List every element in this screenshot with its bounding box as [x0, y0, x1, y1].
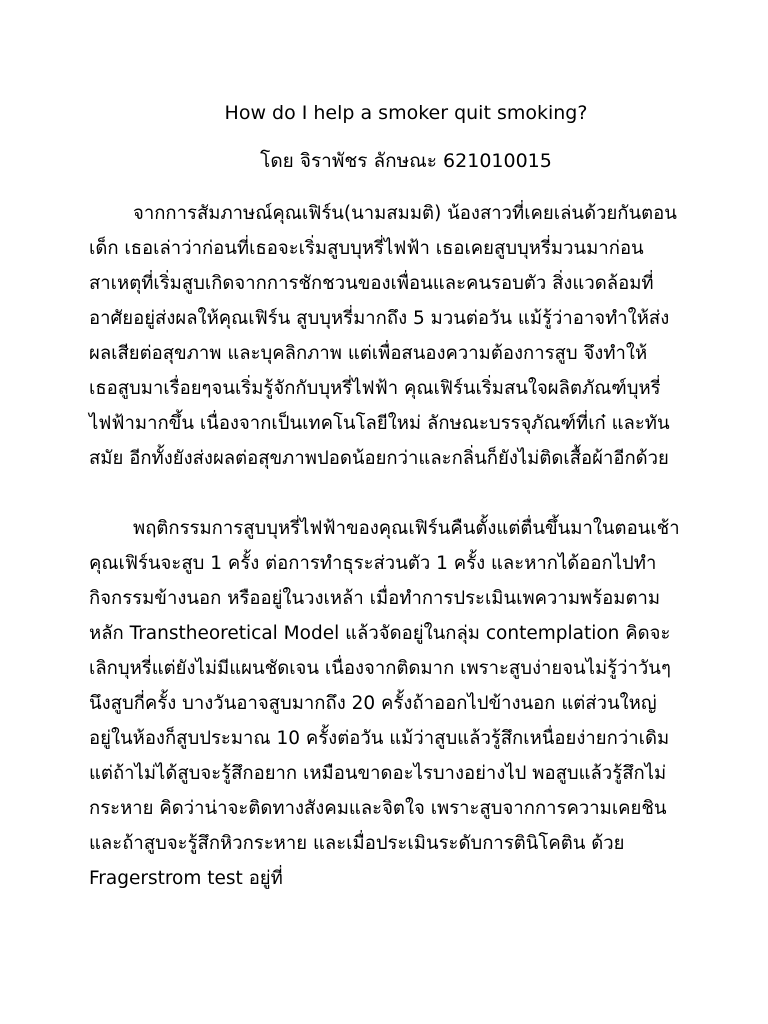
- paragraph-line: นึงสูบกี่ครั้ง บางวันอาจสูบมากถึง 20 ครั้งถ้าออกไปข้างนอก แต่ส่วนใหญ่: [89, 693, 657, 714]
- paragraph-line: ไฟฟ้ามากขึ้น เนื่องจากเป็นเทคโนโลยีใหม่ ลักษณะบรรจุภัณฑ์ที่เก๋ และทัน: [89, 413, 670, 434]
- paragraph-line: เธอสูบมาเรื่อยๆจนเริ่มรู้จักกับบุหรี่ไฟฟ้า คุณเฟิร์นเริ่มสนใจผลิตภัณฑ์บุหรี่: [89, 378, 661, 399]
- paragraph-line: สมัย อีกทั้งยังส่งผลต่อสุขภาพปอดน้อยกว่าและกลิ่นก็ยังไม่ติดเสื้อผ้าอีกด้วย: [89, 448, 669, 469]
- paragraph-line: หลัก Transtheoretical Model แล้วจัดอยู่ในกลุ่ม contemplation คิดจะ: [89, 623, 671, 644]
- paragraph-line: คุณเฟิร์นจะสูบ 1 ครั้ง ต่อการทำธุระส่วนตัว 1 ครั้ง และหากได้ออกไปทำ: [89, 553, 657, 574]
- paragraph-line: สาเหตุที่เริ่มสูบเกิดจากการชักชวนของเพื่อนและคนรอบตัว สิ่งแวดล้อมที่: [89, 273, 654, 294]
- paragraph-line: Fragerstrom test อยู่ที่: [89, 868, 283, 889]
- paragraph-2: [89, 511, 689, 896]
- paragraph-line: อาศัยอยู่ส่งผลให้คุณเฟิร์น สูบบุหรี่มากถึง 5 มวนต่อวัน แม้รู้ว่าอาจทำให้ส่ง: [89, 308, 670, 329]
- paragraph-line: อยู่ในห้องก็สูบประมาณ 10 ครั้งต่อวัน แม้ว่าสูบแล้วรู้สึกเหนื่อยง่ายกว่าเดิม: [89, 728, 670, 749]
- paragraph-line: เลิกบุหรี่แต่ยังไม่มีแผนชัดเจน เนื่องจากติดมาก เพราะสูบง่ายจนไม่รู้ว่าวันๆ: [89, 658, 671, 679]
- paragraph-line: กระหาย คิดว่าน่าจะติดทางสังคมและจิตใจ เพราะสูบจากการความเคยชิน: [89, 798, 667, 819]
- paragraph-line: และถ้าสูบจะรู้สึกหิวกระหาย และเมื่อประเมินระดับการตินิโคติน ด้วย: [89, 833, 625, 854]
- author-line: โดย จิราพัชร ลักษณะ 621010015: [260, 150, 552, 172]
- paragraph-line: พฤติกรรมการสูบบุหรี่ไฟฟ้าของคุณเฟิร์นคืนตั้งแต่ตื่นขึ้นมาในตอนเช้า: [133, 518, 680, 539]
- paragraph-line: เด็ก เธอเล่าว่าก่อนที่เธอจะเริ่มสูบบุหรี่ไฟฟ้า เธอเคยสูบบุหรี่มวนมาก่อน: [89, 238, 644, 259]
- paragraph-line: กิจกรรมข้างนอก หรืออยู่ในวงเหล้า เมื่อทำการประเมินเพความพร้อมตาม: [89, 588, 661, 609]
- paragraph-line: ผลเสียต่อสุขภาพ และบุคลิกภาพ แต่เพื่อสนองความต้องการสูบ จึงทำให้: [89, 343, 648, 364]
- document-title: How do I help a smoker quit smoking?: [224, 102, 588, 124]
- paragraph-line: จากการสัมภาษณ์คุณเฟิร์น(นามสมมติ) น้องสาวที่เคยเล่นด้วยกันตอน: [133, 203, 677, 224]
- paragraph-1: [89, 196, 689, 476]
- paragraph-line: แต่ถ้าไม่ได้สูบจะรู้สึกอยาก เหมือนขาดอะไรบางอย่างไป พอสูบแล้วรู้สึกไม่: [89, 763, 667, 784]
